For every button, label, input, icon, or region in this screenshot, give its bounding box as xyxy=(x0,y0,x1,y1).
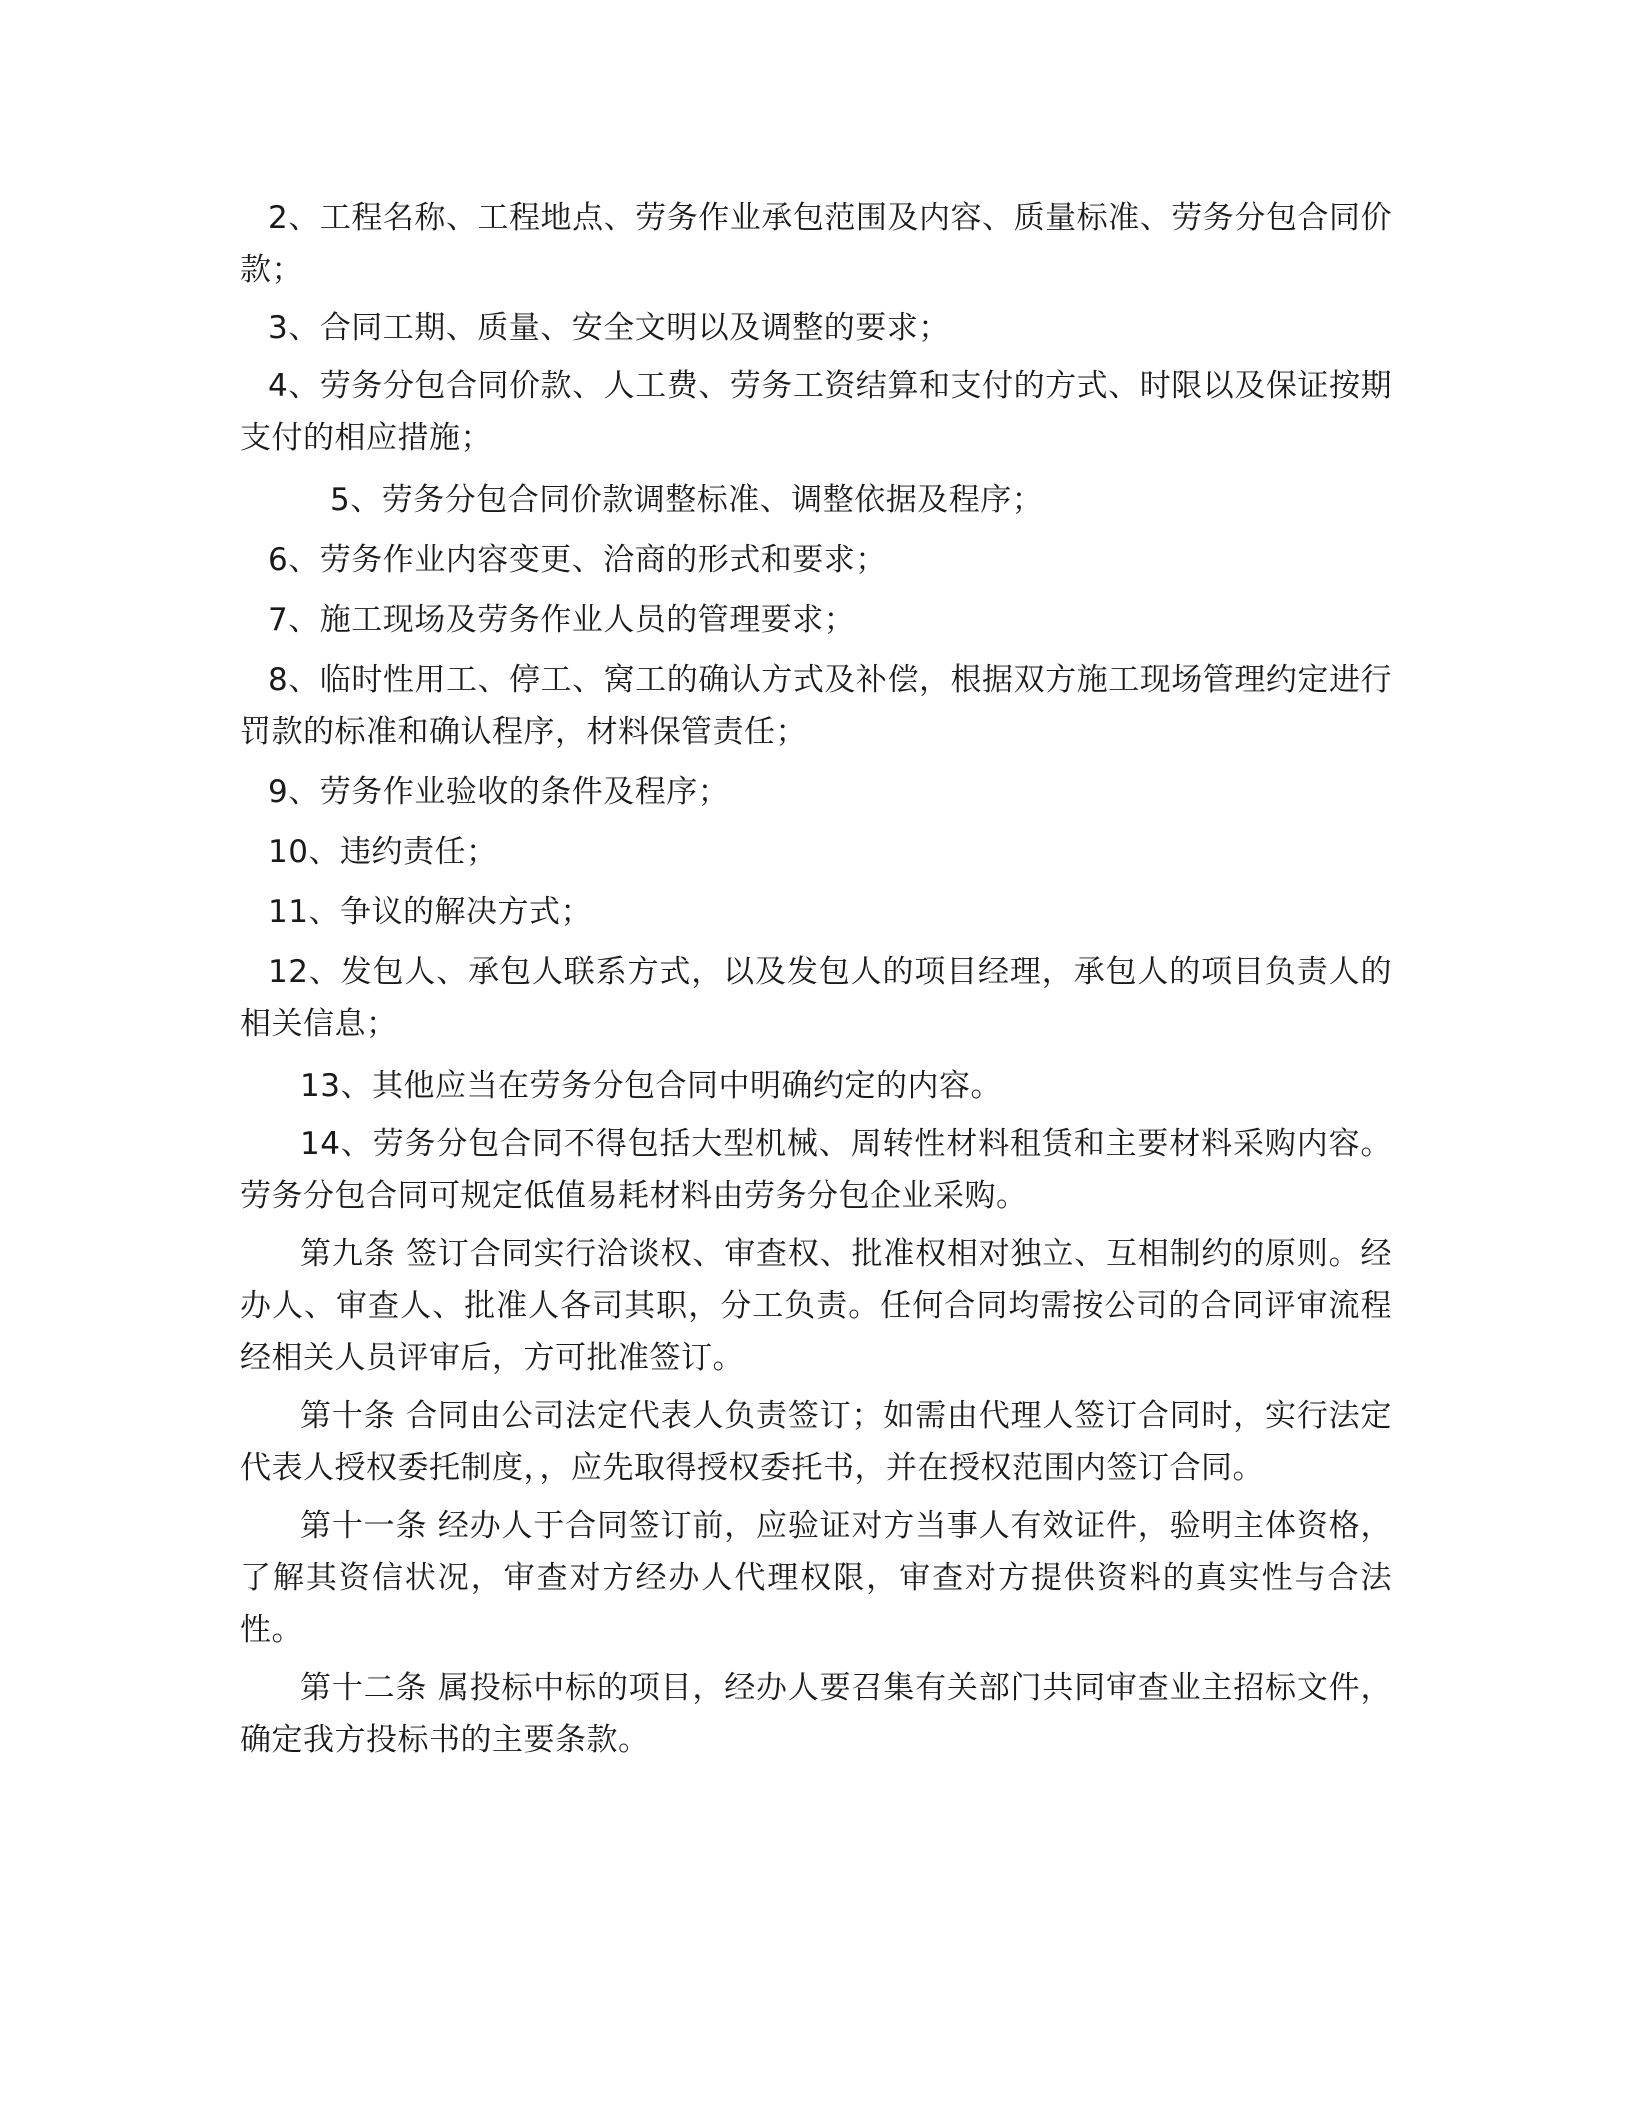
clause-item-13: 13、其他应当在劳务分包合同中明确约定的内容。 xyxy=(300,1068,1002,1104)
clause-item-5: 5、劳务分包合同价款调整标准、调整依据及程序； xyxy=(330,482,1044,518)
clause-item-14: 14、劳务分包合同不得包括大型机械、周转性材料租赁和主要材料采购内容。劳务分包合同可规定低值易耗材料由劳务分包企业采购。 xyxy=(240,1126,1392,1214)
article-11: 第十一条 经办人于合同签订前，应验证对方当事人有效证件，验明主体资格，了解其资信状况，审查对方经办人代理权限，审查对方提供资料的真实性与合法性。 xyxy=(240,1508,1392,1648)
clause-item-7: 7、施工现场及劳务作业人员的管理要求； xyxy=(268,602,856,638)
clause-item-4: 4、劳务分包合同价款、人工费、劳务工资结算和支付的方式、时限以及保证按期支付的相应措施； xyxy=(240,368,1392,456)
clause-item-12: 12、发包人、承包人联系方式，以及发包人的项目经理，承包人的项目负责人的相关信息； xyxy=(240,954,1392,1042)
clause-item-11: 11、争议的解决方式； xyxy=(268,894,592,930)
document-body xyxy=(240,192,1392,1766)
clause-item-3: 3、合同工期、质量、安全文明以及调整的要求； xyxy=(268,310,950,346)
clause-item-8: 8、临时性用工、停工、窝工的确认方式及补偿，根据双方施工现场管理约定进行罚款的标准和确认程序，材料保管责任； xyxy=(240,662,1392,750)
article-9: 第九条 签订合同实行洽谈权、审查权、批准权相对独立、互相制约的原则。经办人、审查人、批准人各司其职，分工负责。任何合同均需按公司的合同评审流程经相关人员评审后，方可批准签订。 xyxy=(240,1236,1392,1376)
clause-item-9: 9、劳务作业验收的条件及程序； xyxy=(268,774,730,810)
clause-item-6: 6、劳务作业内容变更、洽商的形式和要求； xyxy=(268,542,887,578)
clause-item-10: 10、违约责任； xyxy=(268,834,498,870)
clause-item-2: 2、工程名称、工程地点、劳务作业承包范围及内容、质量标准、劳务分包合同价款； xyxy=(240,200,1392,288)
article-10: 第十条 合同由公司法定代表人负责签订；如需由代理人签订合同时，实行法定代表人授权委托制度，，应先取得授权委托书，并在授权范围内签订合同。 xyxy=(240,1398,1392,1486)
article-12: 第十二条 属投标中标的项目，经办人要召集有关部门共同审查业主招标文件，确定我方投标书的主要条款。 xyxy=(240,1670,1392,1758)
